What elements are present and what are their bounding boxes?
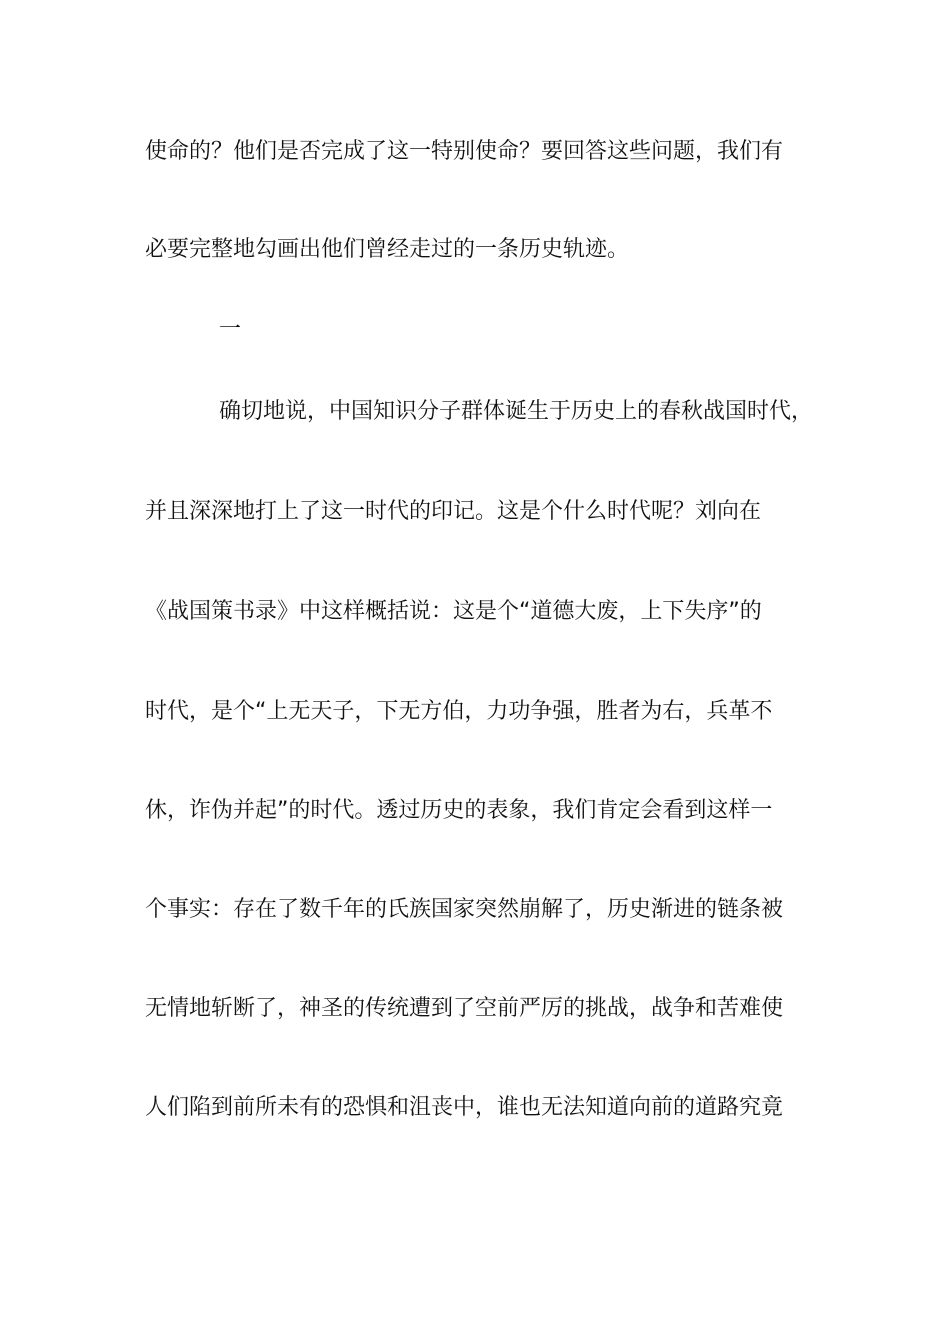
text-line: 使命的？他们是否完成了这一特别使命？要回答这些问题，我们有 [145,139,784,164]
text-line: 无情地斩断了，神圣的传统遭到了空前严厉的挑战，战争和苦难使 [145,996,784,1021]
text-line: 人们陷到前所未有的恐惧和沮丧中，谁也无法知道向前的道路究竟 [145,1095,784,1120]
text-line: 休，诈伪并起”的时代。透过历史的表象，我们肯定会看到这样一 [145,798,773,823]
text-line: 确切地说，中国知识分子群体诞生于历史上的春秋战国时代， [219,399,814,424]
text-line: 并且深深地打上了这一时代的印记。这是个什么时代呢？刘向在 [145,499,762,524]
text-line: 必要完整地勾画出他们曾经走过的一条历史轨迹。 [145,237,630,262]
text-line: 个事实：存在了数千年的氏族国家突然崩解了，历史渐进的链条被 [145,897,784,922]
text-line: 《战国策书录》中这样概括说：这是个“道德大废，上下失序”的 [145,599,762,624]
section-heading: 一 [219,317,242,342]
text-line: 时代，是个“上无天子，下无方伯，力功争强，胜者为右，兵革不 [145,699,773,724]
